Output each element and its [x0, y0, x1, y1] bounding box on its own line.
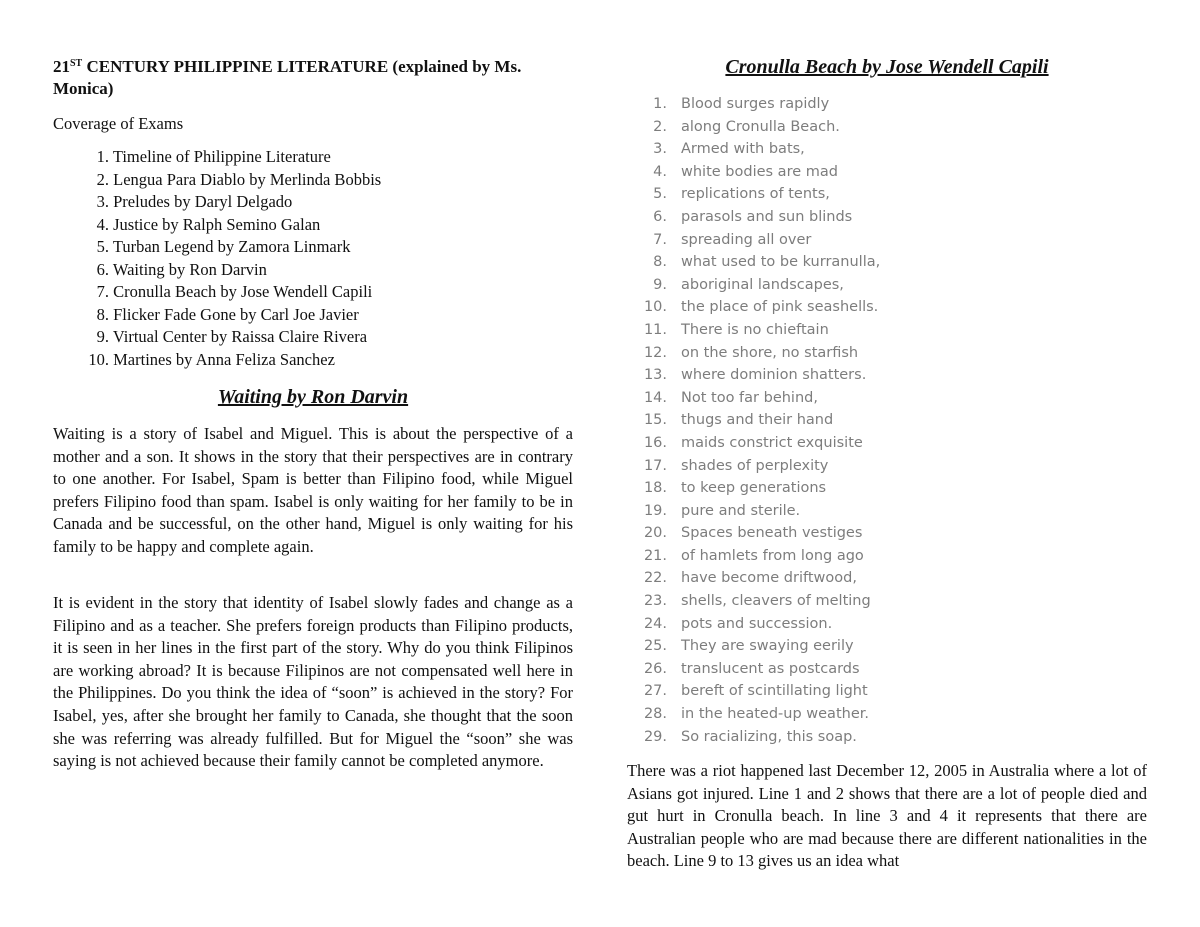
list-item: 9. Virtual Center by Raissa Claire Rivera: [96, 327, 368, 346]
poem-line: 11. There is no chieftain: [643, 321, 829, 338]
poem-line: 8. what used to be kurranulla,: [653, 254, 881, 271]
list-item: 5. Turban Legend by Zamora Linmark: [96, 237, 351, 256]
poem-line: 29. So racializing, this soap.: [643, 728, 857, 745]
heading-superscript: ST: [70, 58, 83, 69]
poem-line: 21. of hamlets from long ago: [643, 547, 864, 564]
coverage-list: [53, 146, 381, 371]
poem-line: 15. thugs and their hand: [643, 412, 834, 429]
list-item: 4. Justice by Ralph Semino Galan: [96, 214, 321, 234]
poem-line: 2. along Cronulla Beach.: [653, 118, 840, 135]
poem-line: 7. spreading all over: [653, 231, 812, 248]
poem-list: [627, 93, 880, 748]
poem-line: 5. replications of tents,: [653, 186, 830, 203]
document-heading: 21ST CENTURY PHILIPPINE LITERATURE (explained by Ms. Monica): [53, 57, 522, 98]
waiting-paragraph-1: Waiting is a story of Isabel and Miguel. This is about the perspective of a mother and a son. It shows in the story that their perspectives are in contrary to one another. For Isabel, Spam is better than Filipino food, while Miguel prefers Filipino food than spam. Isabel is only waiting for her family to be in Canada and be successful, on the other hand, Miguel is only waiting for his family to be happy and complete again.: [53, 424, 573, 556]
poem-line: 25. They are swaying eerily: [643, 638, 854, 655]
poem-line: 20. Spaces beneath vestiges: [643, 525, 863, 542]
poem-line: 27. bereft of scintillating light: [643, 683, 868, 700]
waiting-section-title: Waiting by Ron Darvin: [217, 386, 409, 408]
list-item: 8. Flicker Fade Gone by Carl Joe Javier: [96, 304, 359, 324]
waiting-paragraph-2: It is evident in the story that identity of Isabel slowly fades and change as a Filipino and as a teacher. She prefers foreign products than Filipino products, it is seen in her lines in the first part of the story. Why do you think Filipinos are working abroad? It is because Filipinos are not compensated well here in the Philippines. Do you think the idea of “soon” is achieved in the story? For Isabel, yes, after she brought her family to Canada, she thought that the soon she was referring was already fulfilled. But for Miguel the “soon” she was saying is not achieved because their family cannot be completed anymore.: [53, 593, 573, 771]
poem-line: 14. Not too far behind,: [643, 389, 818, 406]
poem-line: 1. Blood surges rapidly: [653, 96, 830, 112]
list-item: 6. Waiting by Ron Darvin: [96, 259, 267, 279]
poem-line: 24. pots and succession.: [643, 615, 833, 632]
coverage-label: Coverage of Exams: [53, 114, 184, 133]
list-item: 3. Preludes by Daryl Delgado: [96, 192, 293, 211]
list-item: 7. Cronulla Beach by Jose Wendell Capili: [96, 282, 373, 301]
poem-line: 18. to keep generations: [643, 480, 827, 497]
list-item: 2. Lengua Para Diablo by Merlinda Bobbis: [96, 169, 382, 189]
poem-line: 13. where dominion shatters.: [643, 367, 867, 384]
poem-line: 16. maids constrict exquisite: [643, 434, 863, 451]
poem-line: 26. translucent as postcards: [643, 660, 860, 677]
poem-line: 10. the place of pink seashells.: [643, 299, 879, 316]
poem-line: 3. Armed with bats,: [653, 141, 805, 158]
poem-line: 22. have become driftwood,: [643, 570, 857, 587]
poem-line: 9. aboriginal landscapes,: [653, 276, 844, 293]
poem-line: 19. pure and sterile.: [643, 502, 801, 519]
cronulla-section-title: Cronulla Beach by Jose Wendell Capili: [725, 56, 1049, 78]
poem-line: 6. parasols and sun blinds: [653, 208, 853, 225]
cronulla-paragraph: There was a riot happened last December 12, 2005 in Australia where a lot of Asians got injured. Line 1 and 2 shows that there are a lot of people died and gut hurt in Cronulla beach. In line 3 and 4 it represents that there are Australian people who are mad because there are different nationalities in the beach. Line 9 to 13 gives us an idea what: [627, 761, 1147, 871]
poem-line: 23. shells, cleavers of melting: [643, 593, 871, 610]
poem-line: 17. shades of perplexity: [643, 457, 829, 474]
list-item: 10. Martines by Anna Feliza Sanchez: [88, 349, 335, 369]
list-item: 1. Timeline of Philippine Literature: [96, 147, 331, 166]
poem-line: 28. in the heated-up weather.: [643, 706, 869, 723]
poem-line: 4. white bodies are mad: [653, 163, 838, 180]
poem-line: 12. on the shore, no starfish: [643, 344, 859, 361]
